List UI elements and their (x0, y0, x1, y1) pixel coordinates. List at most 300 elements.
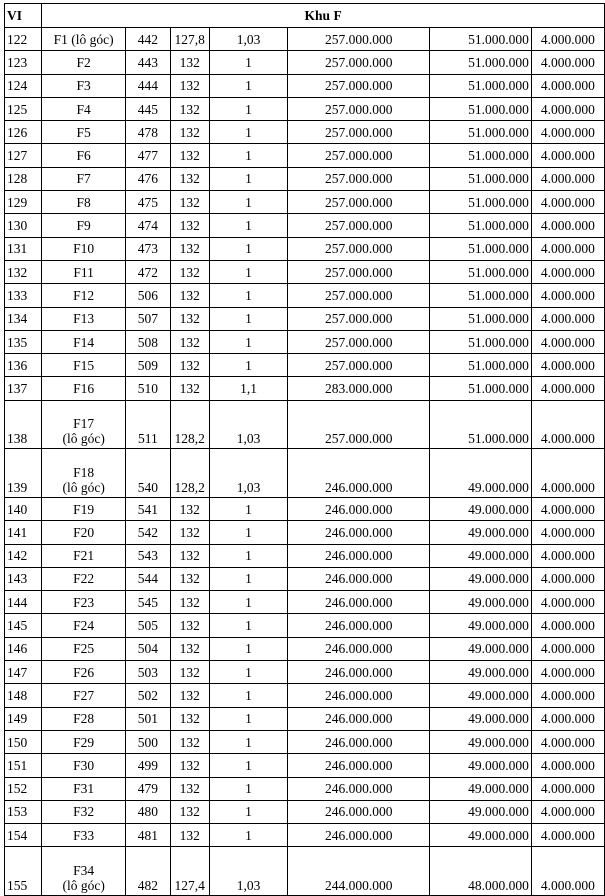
row-number: 152 (5, 777, 42, 800)
plot-number: 477 (126, 144, 171, 167)
application-fee: 4.000.000 (531, 237, 604, 260)
deposit-amount: 51.000.000 (430, 121, 532, 144)
area-value: 132 (170, 97, 209, 120)
row-number: 136 (5, 354, 42, 377)
row-number: 128 (5, 167, 42, 190)
application-fee: 4.000.000 (531, 800, 604, 823)
plot-number: 502 (126, 684, 171, 707)
row-number: 130 (5, 214, 42, 237)
lot-code: F10 (42, 237, 126, 260)
deposit-amount: 49.000.000 (430, 754, 532, 777)
lot-code-line: F18 (73, 464, 95, 480)
deposit-amount: 51.000.000 (430, 97, 532, 120)
area-value: 132 (170, 707, 209, 730)
table-row (5, 354, 605, 377)
lot-code: F32 (42, 800, 126, 823)
area-value: 132 (170, 237, 209, 260)
lot-code: F11 (42, 260, 126, 283)
application-fee: 4.000.000 (531, 284, 604, 307)
starting-price: 257.000.000 (288, 144, 430, 167)
section-title: Khu F (42, 4, 605, 28)
starting-price: 246.000.000 (288, 497, 430, 520)
area-value: 132 (170, 354, 209, 377)
plot-number: 507 (126, 307, 171, 330)
coefficient: 1 (209, 144, 288, 167)
deposit-amount: 49.000.000 (430, 730, 532, 753)
table-row (5, 591, 605, 614)
coefficient: 1 (209, 754, 288, 777)
table-row (5, 191, 605, 214)
lot-code: F24 (42, 614, 126, 637)
lot-code: F6 (42, 144, 126, 167)
deposit-amount: 51.000.000 (430, 377, 532, 400)
area-value: 132 (170, 567, 209, 590)
row-number: 135 (5, 330, 42, 353)
deposit-amount: 48.000.000 (430, 847, 532, 896)
application-fee: 4.000.000 (531, 824, 604, 847)
area-value: 132 (170, 214, 209, 237)
application-fee: 4.000.000 (531, 400, 604, 449)
area-value: 132 (170, 497, 209, 520)
starting-price: 257.000.000 (288, 214, 430, 237)
land-lot-table (4, 3, 605, 896)
lot-code: F16 (42, 377, 126, 400)
area-value: 127,8 (170, 28, 209, 51)
application-fee: 4.000.000 (531, 567, 604, 590)
deposit-amount: 49.000.000 (430, 521, 532, 544)
application-fee: 4.000.000 (531, 167, 604, 190)
lot-code (42, 847, 126, 896)
row-number: 133 (5, 284, 42, 307)
coefficient: 1 (209, 707, 288, 730)
table-row (5, 400, 605, 449)
area-value: 132 (170, 800, 209, 823)
application-fee: 4.000.000 (531, 777, 604, 800)
table-row (5, 330, 605, 353)
table-row (5, 754, 605, 777)
row-number: 147 (5, 661, 42, 684)
table-row (5, 28, 605, 51)
table-row (5, 637, 605, 660)
lot-code: F1 (lô góc) (42, 28, 126, 51)
plot-number: 473 (126, 237, 171, 260)
area-value: 132 (170, 591, 209, 614)
deposit-amount: 49.000.000 (430, 614, 532, 637)
coefficient: 1 (209, 97, 288, 120)
area-value: 132 (170, 544, 209, 567)
row-number: 123 (5, 51, 42, 74)
coefficient: 1 (209, 284, 288, 307)
application-fee: 4.000.000 (531, 449, 604, 498)
plot-number: 545 (126, 591, 171, 614)
lot-code (42, 449, 126, 498)
application-fee: 4.000.000 (531, 191, 604, 214)
row-number: 122 (5, 28, 42, 51)
plot-number: 442 (126, 28, 171, 51)
row-number: 142 (5, 544, 42, 567)
area-value: 132 (170, 167, 209, 190)
coefficient: 1,03 (209, 449, 288, 498)
application-fee: 4.000.000 (531, 847, 604, 896)
row-number: 126 (5, 121, 42, 144)
table-row (5, 544, 605, 567)
deposit-amount: 51.000.000 (430, 330, 532, 353)
row-number: 144 (5, 591, 42, 614)
area-value: 132 (170, 730, 209, 753)
row-number: 137 (5, 377, 42, 400)
coefficient: 1 (209, 777, 288, 800)
area-value: 132 (170, 191, 209, 214)
lot-code: F25 (42, 637, 126, 660)
row-number: 139 (5, 449, 42, 498)
lot-code: F28 (42, 707, 126, 730)
row-number: 155 (5, 847, 42, 896)
application-fee: 4.000.000 (531, 74, 604, 97)
table-row (5, 730, 605, 753)
deposit-amount: 49.000.000 (430, 591, 532, 614)
deposit-amount: 51.000.000 (430, 167, 532, 190)
starting-price: 257.000.000 (288, 284, 430, 307)
coefficient: 1 (209, 567, 288, 590)
starting-price: 257.000.000 (288, 167, 430, 190)
area-value: 132 (170, 661, 209, 684)
coefficient: 1 (209, 121, 288, 144)
starting-price: 246.000.000 (288, 544, 430, 567)
deposit-amount: 51.000.000 (430, 191, 532, 214)
row-number: 138 (5, 400, 42, 449)
table-row (5, 97, 605, 120)
starting-price: 246.000.000 (288, 684, 430, 707)
lot-code: F2 (42, 51, 126, 74)
application-fee: 4.000.000 (531, 661, 604, 684)
row-number: 129 (5, 191, 42, 214)
starting-price: 246.000.000 (288, 637, 430, 660)
application-fee: 4.000.000 (531, 521, 604, 544)
row-number: 134 (5, 307, 42, 330)
plot-number: 544 (126, 567, 171, 590)
application-fee: 4.000.000 (531, 307, 604, 330)
area-value: 132 (170, 824, 209, 847)
row-number: 154 (5, 824, 42, 847)
starting-price: 246.000.000 (288, 567, 430, 590)
deposit-amount: 49.000.000 (430, 800, 532, 823)
lot-code: F15 (42, 354, 126, 377)
row-number: 127 (5, 144, 42, 167)
starting-price: 246.000.000 (288, 777, 430, 800)
lot-code: F13 (42, 307, 126, 330)
deposit-amount: 49.000.000 (430, 637, 532, 660)
application-fee: 4.000.000 (531, 684, 604, 707)
deposit-amount: 51.000.000 (430, 237, 532, 260)
table-row (5, 497, 605, 520)
table-row (5, 284, 605, 307)
plot-number: 474 (126, 214, 171, 237)
deposit-amount: 51.000.000 (430, 28, 532, 51)
table-row (5, 800, 605, 823)
table-row (5, 684, 605, 707)
application-fee: 4.000.000 (531, 497, 604, 520)
table-row (5, 449, 605, 498)
lot-code: F26 (42, 661, 126, 684)
application-fee: 4.000.000 (531, 121, 604, 144)
area-value: 132 (170, 121, 209, 144)
lot-code-line: F17 (73, 416, 95, 432)
area-value: 132 (170, 521, 209, 544)
table-row (5, 144, 605, 167)
row-number: 140 (5, 497, 42, 520)
table-row (5, 74, 605, 97)
starting-price: 246.000.000 (288, 449, 430, 498)
application-fee: 4.000.000 (531, 330, 604, 353)
application-fee: 4.000.000 (531, 260, 604, 283)
area-value: 132 (170, 284, 209, 307)
coefficient: 1 (209, 237, 288, 260)
deposit-amount: 51.000.000 (430, 260, 532, 283)
area-value: 132 (170, 777, 209, 800)
application-fee: 4.000.000 (531, 28, 604, 51)
area-value: 132 (170, 51, 209, 74)
table-row (5, 521, 605, 544)
lot-code: F20 (42, 521, 126, 544)
deposit-amount: 51.000.000 (430, 284, 532, 307)
application-fee: 4.000.000 (531, 354, 604, 377)
starting-price: 257.000.000 (288, 260, 430, 283)
coefficient: 1 (209, 51, 288, 74)
lot-code: F14 (42, 330, 126, 353)
area-value: 132 (170, 377, 209, 400)
coefficient: 1 (209, 214, 288, 237)
coefficient: 1 (209, 544, 288, 567)
deposit-amount: 51.000.000 (430, 307, 532, 330)
application-fee: 4.000.000 (531, 214, 604, 237)
table-row (5, 237, 605, 260)
application-fee: 4.000.000 (531, 97, 604, 120)
starting-price: 257.000.000 (288, 121, 430, 144)
coefficient: 1 (209, 167, 288, 190)
deposit-amount: 49.000.000 (430, 824, 532, 847)
area-value: 132 (170, 637, 209, 660)
coefficient: 1 (209, 497, 288, 520)
row-number: 151 (5, 754, 42, 777)
plot-number: 475 (126, 191, 171, 214)
deposit-amount: 49.000.000 (430, 567, 532, 590)
plot-number: 505 (126, 614, 171, 637)
deposit-amount: 49.000.000 (430, 684, 532, 707)
lot-code: F8 (42, 191, 126, 214)
row-number: 150 (5, 730, 42, 753)
starting-price: 246.000.000 (288, 824, 430, 847)
lot-code: F33 (42, 824, 126, 847)
coefficient: 1 (209, 591, 288, 614)
coefficient: 1 (209, 637, 288, 660)
row-number: 131 (5, 237, 42, 260)
coefficient: 1 (209, 684, 288, 707)
lot-code: F3 (42, 74, 126, 97)
area-value: 132 (170, 754, 209, 777)
starting-price: 257.000.000 (288, 51, 430, 74)
table-body (5, 4, 605, 896)
starting-price: 244.000.000 (288, 847, 430, 896)
coefficient: 1 (209, 260, 288, 283)
table-row (5, 661, 605, 684)
row-number: 153 (5, 800, 42, 823)
row-number: 132 (5, 260, 42, 283)
table-row (5, 567, 605, 590)
area-value: 132 (170, 260, 209, 283)
deposit-amount: 51.000.000 (430, 144, 532, 167)
area-value: 127,4 (170, 847, 209, 896)
table-row (5, 847, 605, 896)
lot-corner-note: (lô góc) (62, 877, 105, 893)
row-number: 124 (5, 74, 42, 97)
coefficient: 1 (209, 824, 288, 847)
lot-code: F31 (42, 777, 126, 800)
table-row (5, 377, 605, 400)
table-row (5, 260, 605, 283)
starting-price: 257.000.000 (288, 74, 430, 97)
deposit-amount: 51.000.000 (430, 74, 532, 97)
coefficient: 1 (209, 330, 288, 353)
lot-code-line: F34 (73, 862, 95, 878)
coefficient: 1,03 (209, 28, 288, 51)
plot-number: 445 (126, 97, 171, 120)
table-row (5, 614, 605, 637)
plot-number: 499 (126, 754, 171, 777)
row-number: 141 (5, 521, 42, 544)
deposit-amount: 49.000.000 (430, 497, 532, 520)
starting-price: 257.000.000 (288, 354, 430, 377)
application-fee: 4.000.000 (531, 591, 604, 614)
application-fee: 4.000.000 (531, 51, 604, 74)
coefficient: 1 (209, 74, 288, 97)
plot-number: 543 (126, 544, 171, 567)
coefficient: 1 (209, 354, 288, 377)
starting-price: 246.000.000 (288, 754, 430, 777)
coefficient: 1 (209, 521, 288, 544)
starting-price: 257.000.000 (288, 330, 430, 353)
deposit-amount: 51.000.000 (430, 214, 532, 237)
starting-price: 246.000.000 (288, 591, 430, 614)
table-row (5, 167, 605, 190)
starting-price: 246.000.000 (288, 521, 430, 544)
lot-corner-note: (lô góc) (62, 431, 105, 447)
starting-price: 257.000.000 (288, 191, 430, 214)
plot-number: 500 (126, 730, 171, 753)
plot-number: 503 (126, 661, 171, 684)
row-number: 125 (5, 97, 42, 120)
lot-corner-note: (lô góc) (62, 479, 105, 495)
coefficient: 1,1 (209, 377, 288, 400)
plot-number: 506 (126, 284, 171, 307)
deposit-amount: 51.000.000 (430, 400, 532, 449)
plot-number: 510 (126, 377, 171, 400)
deposit-amount: 51.000.000 (430, 354, 532, 377)
table-row (5, 51, 605, 74)
coefficient: 1 (209, 191, 288, 214)
coefficient: 1 (209, 730, 288, 753)
lot-code: F21 (42, 544, 126, 567)
table-row (5, 777, 605, 800)
row-number: 146 (5, 637, 42, 660)
plot-number: 478 (126, 121, 171, 144)
plot-number: 509 (126, 354, 171, 377)
lot-code: F27 (42, 684, 126, 707)
coefficient: 1 (209, 661, 288, 684)
coefficient: 1,03 (209, 847, 288, 896)
starting-price: 246.000.000 (288, 614, 430, 637)
lot-code: F7 (42, 167, 126, 190)
application-fee: 4.000.000 (531, 144, 604, 167)
area-value: 128,2 (170, 449, 209, 498)
table-row (5, 307, 605, 330)
application-fee: 4.000.000 (531, 544, 604, 567)
starting-price: 246.000.000 (288, 661, 430, 684)
plot-number: 504 (126, 637, 171, 660)
starting-price: 257.000.000 (288, 97, 430, 120)
starting-price: 246.000.000 (288, 707, 430, 730)
lot-code: F23 (42, 591, 126, 614)
lot-code: F9 (42, 214, 126, 237)
plot-number: 541 (126, 497, 171, 520)
coefficient: 1 (209, 307, 288, 330)
coefficient: 1,03 (209, 400, 288, 449)
lot-code: F12 (42, 284, 126, 307)
coefficient: 1 (209, 800, 288, 823)
table-row (5, 121, 605, 144)
starting-price: 257.000.000 (288, 400, 430, 449)
starting-price: 246.000.000 (288, 800, 430, 823)
area-value: 132 (170, 330, 209, 353)
plot-number: 540 (126, 449, 171, 498)
plot-number: 511 (126, 400, 171, 449)
plot-number: 481 (126, 824, 171, 847)
section-roman-numeral: VI (5, 4, 42, 28)
row-number: 149 (5, 707, 42, 730)
area-value: 132 (170, 307, 209, 330)
plot-number: 542 (126, 521, 171, 544)
lot-code: F22 (42, 567, 126, 590)
starting-price: 283.000.000 (288, 377, 430, 400)
deposit-amount: 49.000.000 (430, 661, 532, 684)
area-value: 132 (170, 144, 209, 167)
lot-code: F30 (42, 754, 126, 777)
lot-code: F4 (42, 97, 126, 120)
lot-code: F29 (42, 730, 126, 753)
application-fee: 4.000.000 (531, 637, 604, 660)
lot-code: F19 (42, 497, 126, 520)
area-value: 132 (170, 74, 209, 97)
table-row (5, 707, 605, 730)
plot-number: 443 (126, 51, 171, 74)
plot-number: 479 (126, 777, 171, 800)
deposit-amount: 49.000.000 (430, 777, 532, 800)
starting-price: 257.000.000 (288, 307, 430, 330)
table-row (5, 824, 605, 847)
starting-price: 257.000.000 (288, 237, 430, 260)
section-header-row (5, 4, 605, 28)
plot-number: 476 (126, 167, 171, 190)
application-fee: 4.000.000 (531, 730, 604, 753)
row-number: 143 (5, 567, 42, 590)
plot-number: 480 (126, 800, 171, 823)
row-number: 148 (5, 684, 42, 707)
deposit-amount: 51.000.000 (430, 51, 532, 74)
starting-price: 246.000.000 (288, 730, 430, 753)
coefficient: 1 (209, 614, 288, 637)
application-fee: 4.000.000 (531, 707, 604, 730)
application-fee: 4.000.000 (531, 614, 604, 637)
plot-number: 501 (126, 707, 171, 730)
